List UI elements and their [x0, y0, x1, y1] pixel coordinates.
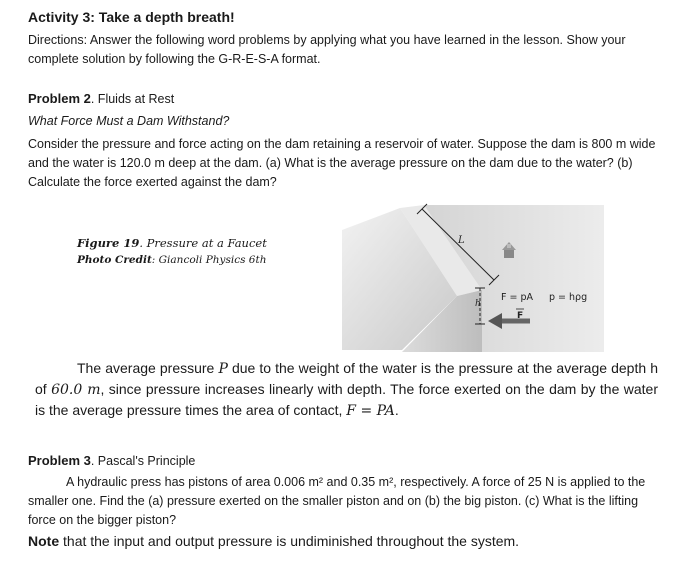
directions-text: Directions: Answer the following word problems by applying what you have learned in the lesson. Show your complete solution by following the G-R-E-S-A format.: [28, 33, 626, 66]
pressure-formula: p = hρg: [549, 292, 588, 303]
figure-label: Figure 19: [77, 236, 140, 250]
dam-diagram: [342, 200, 610, 360]
explanation-paragraph: [35, 358, 658, 421]
problem-3-topic: . Pascal's Principle: [90, 454, 196, 468]
length-label: L: [458, 235, 465, 246]
figure-caption: [77, 235, 267, 269]
depth-value: 60.0 m: [51, 382, 101, 398]
explanation-text-2: due to the weight of the water is the pressure at the average depth h of: [35, 360, 658, 397]
photo-credit-text: : Giancoli Physics 6th: [151, 254, 267, 266]
problem-3-body: [28, 473, 668, 530]
note-label: Note: [28, 533, 60, 549]
height-label: h: [475, 299, 481, 309]
force-formula: F = pA: [501, 292, 533, 303]
pressure-symbol: P: [218, 361, 228, 377]
activity-title: Activity 3: Take a depth breath!: [28, 9, 235, 25]
figure-caption-text: . Pressure at a Faucet: [139, 236, 267, 250]
note-text: that the input and output pressure is undiminished throughout the system.: [59, 533, 520, 549]
problem-2-heading: [28, 91, 174, 106]
problem-3-text: A hydraulic press has pistons of area 0.006 m² and 0.35 m², respectively. A force of 25 N is applied to the smaller one. Find the (a) pressure exerted on the smaller piston and on (b) the big piston. (c) What is the lifting force on the bigger piston?: [28, 475, 646, 527]
photo-credit-label: Photo Credit: [77, 254, 152, 266]
problem-2-label: Problem 2: [28, 91, 91, 106]
problem-2-question: What Force Must a Dam Withstand?: [28, 114, 230, 128]
problem-2-topic: . Fluids at Rest: [90, 92, 175, 106]
explanation-text-4: .: [394, 402, 399, 418]
problem-3-heading: [28, 453, 195, 468]
explanation-text-1: The average pressure: [77, 360, 219, 376]
problem-2-body: Consider the pressure and force acting on the dam retaining a reservoir of water. Suppose the dam is 800 m wide and the water is 120.0 m deep at the dam. (a) What is the average pressure on the dam due to the water? (b) Calculate the force exerted against the dam?: [28, 137, 656, 189]
force-equation: F = PA: [346, 403, 395, 419]
explanation-text-3: , since pressure increases linearly with depth. The force exerted on the dam by the water is the average pressure times the area of contact,: [35, 381, 658, 418]
problem-3-label: Problem 3: [28, 453, 91, 468]
force-vector-label: F: [517, 311, 524, 321]
note-line: [28, 533, 519, 549]
